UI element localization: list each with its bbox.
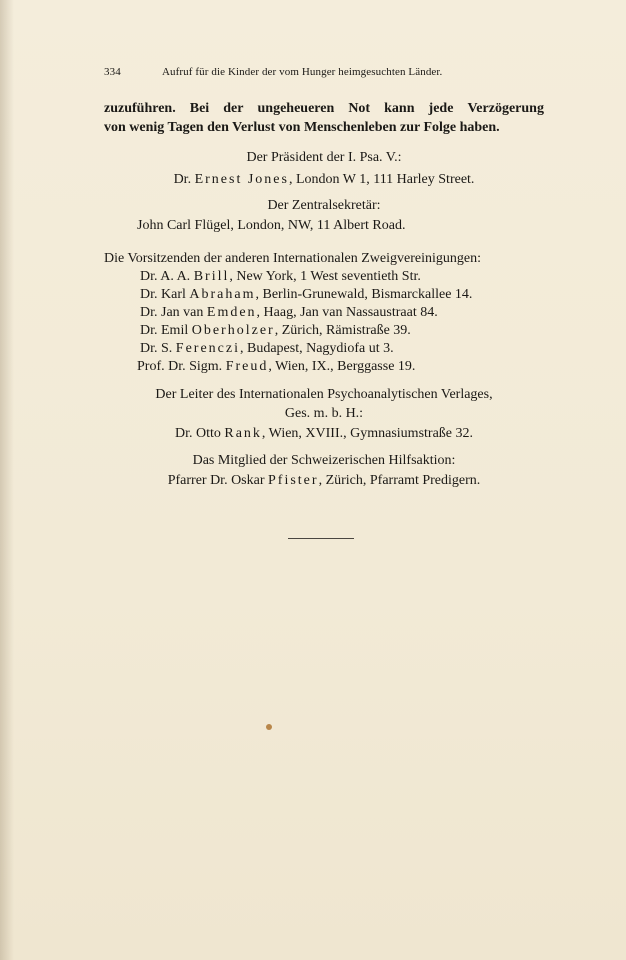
president-entry	[104, 170, 544, 189]
text-segment: Rank	[224, 426, 262, 441]
secretary-address: , London, NW, 11 Albert Road.	[230, 218, 406, 233]
secretary-block	[104, 196, 544, 235]
section-divider	[288, 538, 354, 539]
text-segment: Dr. Jan van	[140, 305, 207, 320]
paper-stain	[266, 724, 272, 730]
president-heading: Der Präsident der I. Psa. V.:	[246, 150, 402, 165]
text-segment: , Berlin-Grunewald, Bismarckallee 14.	[255, 287, 473, 302]
relief-block	[104, 451, 544, 490]
publisher-block	[104, 385, 544, 443]
text-segment: , Budapest, Nagydiofa ut 3.	[240, 341, 394, 356]
publisher-heading: Der Leiter des Internationalen Psychoanalytischen Verlages,	[155, 387, 493, 402]
text-segment: Dr. S.	[140, 341, 176, 356]
list-item	[140, 286, 560, 304]
word: Not	[348, 101, 371, 116]
text-segment: Pfarrer Dr. Oskar	[167, 473, 268, 488]
president-title: Dr.	[173, 172, 192, 187]
word: ungeheueren	[257, 101, 335, 116]
paragraph-line-2: von wenig Tagen den Verlust von Menschenleben zur Folge haben.	[104, 120, 500, 135]
word: kann	[384, 101, 415, 116]
word: Verzögerung	[467, 101, 544, 116]
text-segment: Pfister	[268, 473, 319, 488]
list-item	[137, 358, 560, 376]
list-item	[140, 340, 560, 358]
chairmen-list	[137, 268, 560, 376]
text-segment: Oberholzer	[191, 323, 275, 338]
word: der	[223, 101, 244, 116]
text-segment: , Wien, XVIII., Gymnasiumstraße 32.	[261, 426, 474, 441]
list-item	[140, 304, 560, 322]
president-address: , London W 1, 111 Harley Street.	[288, 172, 475, 187]
president-block	[104, 148, 544, 189]
relief-heading: Das Mitglied der Schweizerischen Hilfsaktion:	[192, 453, 456, 468]
list-item	[140, 322, 560, 340]
secretary-heading: Der Zentralsekretär:	[267, 198, 381, 213]
secretary-name: John Carl Flügel	[137, 218, 231, 233]
running-title: Aufruf für die Kinder der vom Hunger heimgesuchten Länder.	[162, 66, 443, 78]
text-segment: Dr. Otto	[174, 426, 225, 441]
text-segment: Dr. A. A.	[140, 269, 194, 284]
text-segment: Abraham	[189, 287, 256, 302]
word: Bei	[189, 101, 210, 116]
paragraph-line-1	[104, 99, 544, 118]
word: zuzuführen.	[104, 101, 176, 116]
list-item	[140, 268, 560, 286]
relief-entry	[104, 471, 544, 490]
chairmen-heading: Die Vorsitzenden der anderen Internationalen Zweigvereinigungen:	[104, 251, 481, 266]
text-segment: Dr. Emil	[140, 323, 192, 338]
publisher-entry	[104, 424, 544, 443]
text-segment: Brill	[193, 269, 230, 284]
president-name: Ernest Jones	[194, 172, 289, 187]
publisher-heading-2: Ges. m. b. H.:	[284, 406, 364, 421]
text-segment: , New York, 1 West seventieth Str.	[229, 269, 421, 284]
text-segment: , Haag, Jan van Nassaustraat 84.	[256, 305, 438, 320]
text-segment: , Wien, IX., Berggasse 19.	[268, 359, 416, 374]
text-segment: , Zürich, Pfarramt Predigern.	[318, 473, 481, 488]
page-edge-shadow	[0, 0, 14, 960]
text-segment: Ferenczi	[175, 341, 240, 356]
secretary-entry	[104, 216, 544, 235]
page-number: 334	[104, 66, 121, 78]
text-segment: Dr. Karl	[140, 287, 190, 302]
text-segment: Freud	[225, 359, 269, 374]
closing-paragraph	[104, 99, 544, 137]
text-segment: Emden	[206, 305, 257, 320]
text-segment: , Zürich, Rämistraße 39.	[274, 323, 411, 338]
word: jede	[428, 101, 454, 116]
text-segment: Prof. Dr. Sigm.	[137, 359, 226, 374]
